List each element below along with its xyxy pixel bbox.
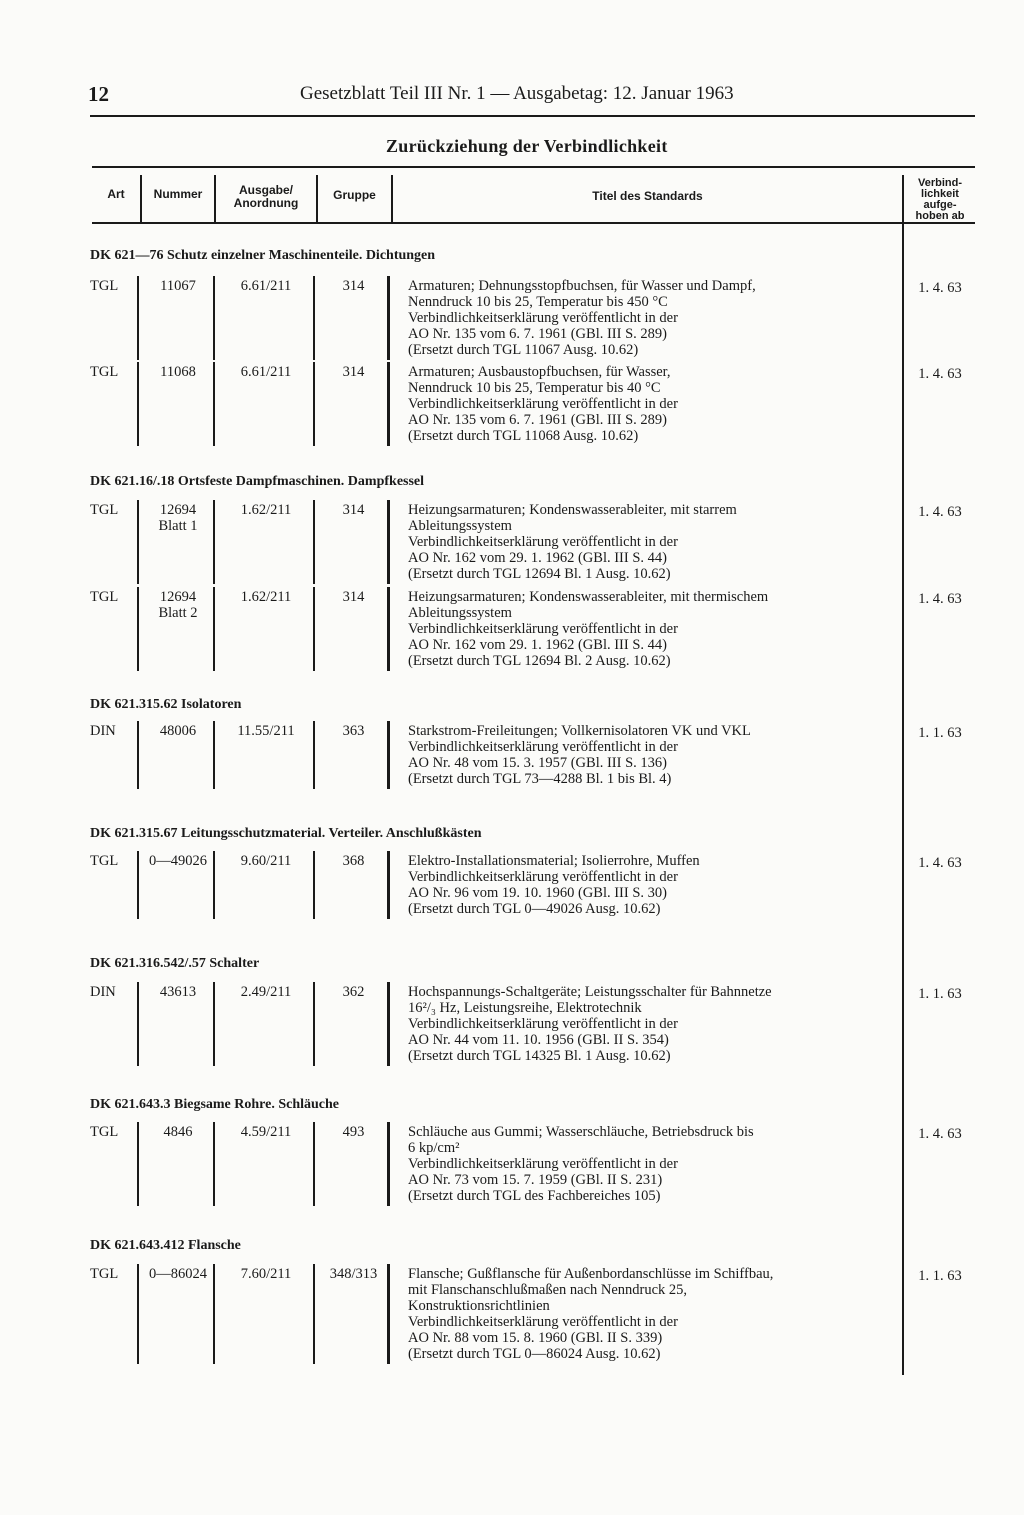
entry-col-divider: [137, 276, 139, 360]
col-header-ausgabe-line: Anordnung: [233, 196, 299, 210]
entry-art: DIN: [90, 984, 116, 1000]
col-header-verbindlichkeit: [904, 178, 976, 222]
entry-nummer: [140, 589, 216, 621]
entry-col-divider: [213, 276, 215, 360]
entry-col-divider: [213, 362, 215, 446]
entry-nummer-line: 0—86024: [149, 1266, 207, 1282]
entry-nummer: [140, 278, 216, 294]
entry-art: TGL: [90, 1124, 119, 1140]
entry-gruppe: 314: [342, 278, 365, 294]
entry-gruppe: 368: [342, 853, 365, 869]
entry-nummer: [140, 984, 216, 1000]
entry-date: 1. 1. 63: [918, 986, 962, 1002]
entry-title-line: 16²/₃ Hz, Leistungsreihe, Elektrotechnik: [408, 1000, 642, 1016]
entry-col-divider: [313, 1264, 315, 1364]
entry-col-divider: [213, 982, 215, 1066]
entry-title-line: Verbindlichkeitserklärung veröffentlicht in der: [408, 534, 678, 550]
entry-title-line: Starkstrom-Freileitungen; Vollkernisolatoren VK und VKL: [408, 723, 751, 739]
entry-col-divider: [137, 1264, 139, 1364]
entry-title-line: AO Nr. 73 vom 15. 7. 1959 (GBl. II S. 231): [408, 1172, 663, 1188]
entry-gruppe: 314: [342, 589, 365, 605]
entry-col-divider: [387, 1122, 390, 1206]
group-heading: DK 621.315.62 Isolatoren: [90, 697, 242, 712]
entry-ausgabe: 9.60/211: [240, 853, 292, 869]
entry-col-divider: [387, 587, 390, 671]
table-top-rule: [92, 166, 975, 168]
entry-title: [408, 984, 884, 1064]
entry-title-line: Verbindlichkeitserklärung veröffentlicht in der: [408, 621, 678, 637]
entry-title-line: (Ersetzt durch TGL 14325 Bl. 1 Ausg. 10.62): [408, 1048, 671, 1064]
col-header-art: Art: [107, 187, 125, 201]
entry-title-line: Verbindlichkeitserklärung veröffentlicht in der: [408, 869, 678, 885]
entry-col-divider: [313, 276, 315, 360]
entry-title-line: AO Nr. 96 vom 19. 10. 1960 (GBl. III S. 30): [408, 885, 667, 901]
entry-col-divider: [313, 982, 315, 1066]
entry-gruppe: 348/313: [329, 1266, 378, 1282]
col-divider-right: [902, 175, 904, 1375]
entry-title-line: AO Nr. 44 vom 11. 10. 1956 (GBl. II S. 354): [408, 1032, 669, 1048]
entry-nummer: [140, 1124, 216, 1140]
entry-title-line: AO Nr. 135 vom 6. 7. 1961 (GBl. III S. 289): [408, 412, 667, 428]
entry-title: [408, 853, 884, 917]
entry-title-line: Heizungsarmaturen; Kondenswasserableiter, mit starrem: [408, 502, 737, 518]
entry-nummer: [140, 723, 216, 739]
entry-nummer-line: Blatt 1: [158, 518, 198, 534]
col-header-verb-line: hoben ab: [915, 210, 965, 222]
entry-art: TGL: [90, 502, 119, 518]
entry-art: DIN: [90, 723, 116, 739]
entry-art: TGL: [90, 278, 119, 294]
entry-title: [408, 1124, 884, 1204]
entry-title-line: Verbindlichkeitserklärung veröffentlicht in der: [408, 1016, 678, 1032]
entry-nummer-line: 0—49026: [149, 853, 207, 869]
entry-ausgabe: 6.61/211: [240, 364, 292, 380]
entry-col-divider: [213, 1122, 215, 1206]
entry-gruppe: 314: [342, 364, 365, 380]
entry-gruppe: 493: [342, 1124, 365, 1140]
section-title: Zurückziehung der Verbindlichkeit: [386, 136, 668, 156]
entry-date: 1. 4. 63: [918, 280, 962, 296]
entry-date: 1. 4. 63: [918, 591, 962, 607]
entry-title-line: (Ersetzt durch TGL 12694 Bl. 1 Ausg. 10.62): [408, 566, 671, 582]
entry-col-divider: [387, 721, 390, 789]
entry-date: 1. 1. 63: [918, 725, 962, 741]
entry-title: [408, 364, 884, 444]
entry-gruppe: 362: [342, 984, 365, 1000]
entry-ausgabe: 4.59/211: [240, 1124, 292, 1140]
entry-title-line: (Ersetzt durch TGL 12694 Bl. 2 Ausg. 10.62): [408, 653, 671, 669]
entry-nummer-line: 43613: [159, 984, 197, 1000]
entry-title-line: Armaturen; Dehnungsstopfbuchsen, für Wasser und Dampf,: [408, 278, 756, 294]
entry-col-divider: [137, 587, 139, 671]
entry-col-divider: [213, 1264, 215, 1364]
table-header-rule: [92, 222, 975, 224]
entry-title-line: Nenndruck 10 bis 25, Temperatur bis 450 °C: [408, 294, 668, 310]
entry-col-divider: [137, 1122, 139, 1206]
entry-ausgabe: 11.55/211: [237, 723, 295, 739]
entry-title: [408, 278, 884, 358]
col-header-verb-line: aufge-: [923, 199, 957, 211]
group-heading: DK 621.316.542/.57 Schalter: [90, 956, 260, 971]
entry-ausgabe: 1.62/211: [240, 589, 292, 605]
entry-col-divider: [313, 500, 315, 584]
entry-col-divider: [313, 362, 315, 446]
entry-title-line: Konstruktionsrichtlinien: [408, 1298, 550, 1314]
entry-date: 1. 4. 63: [918, 366, 962, 382]
col-header-nummer: Nummer: [153, 187, 203, 201]
entry-col-divider: [137, 362, 139, 446]
entry-col-divider: [313, 851, 315, 919]
entry-title-line: AO Nr. 48 vom 15. 3. 1957 (GBl. III S. 136): [408, 755, 667, 771]
entry-art: TGL: [90, 853, 119, 869]
entry-title-line: AO Nr. 88 vom 15. 8. 1960 (GBl. II S. 339): [408, 1330, 663, 1346]
entry-title: [408, 502, 884, 582]
entry-col-divider: [387, 276, 390, 360]
entry-title-line: (Ersetzt durch TGL 11067 Ausg. 10.62): [408, 342, 639, 358]
entry-col-divider: [213, 587, 215, 671]
entry-title-line: Ableitungssystem: [408, 518, 512, 534]
entry-title-line: Verbindlichkeitserklärung veröffentlicht in der: [408, 396, 678, 412]
page-number: 12: [88, 82, 109, 106]
col-header-titel: Titel des Standards: [592, 189, 703, 203]
group-heading: DK 621.16/.18 Ortsfeste Dampfmaschinen. Dampfkessel: [90, 474, 425, 489]
entry-nummer-line: 48006: [159, 723, 197, 739]
entry-title-line: AO Nr. 162 vom 29. 1. 1962 (GBl. III S. 44): [408, 637, 667, 653]
group-heading: DK 621.643.412 Flansche: [90, 1238, 241, 1253]
entry-title-line: AO Nr. 135 vom 6. 7. 1961 (GBl. III S. 289): [408, 326, 667, 342]
entry-title: [408, 589, 884, 669]
entry-nummer-line: 12694: [159, 589, 197, 605]
col-header-gruppe: Gruppe: [333, 188, 376, 202]
entry-date: 1. 4. 63: [918, 1126, 962, 1142]
group-heading: DK 621.315.67 Leitungsschutzmaterial. Verteiler. Anschlußkästen: [90, 826, 482, 841]
entry-title: [408, 723, 884, 787]
entry-gruppe: 363: [342, 723, 365, 739]
entry-ausgabe: 6.61/211: [240, 278, 292, 294]
col-header-verb-line: lichkeit: [921, 188, 959, 200]
entry-col-divider: [137, 721, 139, 789]
entry-title-line: Flansche; Gußflansche für Außenbordanschlüsse im Schiffbau,: [408, 1266, 774, 1282]
col-header-verb-line: Verbind-: [917, 177, 962, 189]
entry-title-line: Verbindlichkeitserklärung veröffentlicht in der: [408, 739, 678, 755]
entry-art: TGL: [90, 364, 119, 380]
entry-nummer: [140, 1266, 216, 1282]
entry-col-divider: [213, 851, 215, 919]
entry-title-line: Ableitungssystem: [408, 605, 512, 621]
group-heading: DK 621.643.3 Biegsame Rohre. Schläuche: [90, 1097, 340, 1112]
entry-nummer: [140, 853, 216, 869]
entry-art: TGL: [90, 1266, 119, 1282]
entry-nummer: [140, 364, 216, 380]
entry-title-line: Heizungsarmaturen; Kondenswasserableiter, mit thermischem: [408, 589, 769, 605]
entry-col-divider: [213, 500, 215, 584]
entry-title: [408, 1266, 884, 1362]
entry-title-line: Armaturen; Ausbaustopfbuchsen, für Wasser,: [408, 364, 671, 380]
entry-title-line: 6 kp/cm²: [408, 1140, 460, 1156]
entry-nummer: [140, 502, 216, 534]
entry-title-line: AO Nr. 162 vom 29. 1. 1962 (GBl. III S. 44): [408, 550, 667, 566]
entry-col-divider: [137, 500, 139, 584]
entry-title-line: Verbindlichkeitserklärung veröffentlicht in der: [408, 1314, 678, 1330]
entry-date: 1. 1. 63: [918, 1268, 962, 1284]
entry-nummer-line: 11067: [160, 278, 196, 294]
entry-title-line: (Ersetzt durch TGL 0—49026 Ausg. 10.62): [408, 901, 661, 917]
entry-col-divider: [313, 587, 315, 671]
entry-title-line: Schläuche aus Gummi; Wasserschläuche, Betriebsdruck bis: [408, 1124, 754, 1140]
entry-art: TGL: [90, 589, 119, 605]
entry-date: 1. 4. 63: [918, 855, 962, 871]
entry-col-divider: [137, 851, 139, 919]
entry-col-divider: [387, 500, 390, 584]
entry-title-line: (Ersetzt durch TGL 73—4288 Bl. 1 bis Bl. 4): [408, 771, 672, 787]
entry-col-divider: [137, 982, 139, 1066]
col-header-ausgabe-line: Ausgabe/: [238, 183, 293, 197]
entry-nummer-line: 11068: [160, 364, 196, 380]
group-heading: DK 621—76 Schutz einzelner Maschinenteile. Dichtungen: [90, 248, 436, 263]
entry-title-line: Verbindlichkeitserklärung veröffentlicht in der: [408, 1156, 678, 1172]
entry-col-divider: [387, 1264, 390, 1364]
running-head: Gesetzblatt Teil III Nr. 1 — Ausgabetag: 12. Januar 1963: [300, 83, 734, 104]
header-rule: [90, 115, 975, 117]
entry-nummer-line: 12694: [159, 502, 197, 518]
entry-col-divider: [387, 851, 390, 919]
entry-col-divider: [387, 982, 390, 1066]
entry-col-divider: [313, 1122, 315, 1206]
entry-title-line: (Ersetzt durch TGL des Fachbereiches 105): [408, 1188, 661, 1204]
entry-title-line: Verbindlichkeitserklärung veröffentlicht in der: [408, 310, 678, 326]
entry-title-line: (Ersetzt durch TGL 0—86024 Ausg. 10.62): [408, 1346, 661, 1362]
entry-title-line: mit Flanschanschlußmaßen nach Nenndruck 25,: [408, 1282, 688, 1298]
entry-gruppe: 314: [342, 502, 365, 518]
entry-ausgabe: 7.60/211: [240, 1266, 292, 1282]
entry-col-divider: [313, 721, 315, 789]
entry-title-line: Nenndruck 10 bis 25, Temperatur bis 40 °C: [408, 380, 661, 396]
entry-col-divider: [213, 721, 215, 789]
entry-ausgabe: 2.49/211: [240, 984, 292, 1000]
entry-title-line: Hochspannungs-Schaltgeräte; Leistungsschalter für Bahnnetze: [408, 984, 772, 1000]
entry-date: 1. 4. 63: [918, 504, 962, 520]
entry-title-line: Elektro-Installationsmaterial; Isolierrohre, Muffen: [408, 853, 700, 869]
entry-col-divider: [387, 362, 390, 446]
entry-ausgabe: 1.62/211: [240, 502, 292, 518]
col-header-ausgabe: [216, 184, 316, 210]
entry-title-line: (Ersetzt durch TGL 11068 Ausg. 10.62): [408, 428, 639, 444]
entry-nummer-line: Blatt 2: [158, 605, 198, 621]
entry-nummer-line: 4846: [163, 1124, 193, 1140]
